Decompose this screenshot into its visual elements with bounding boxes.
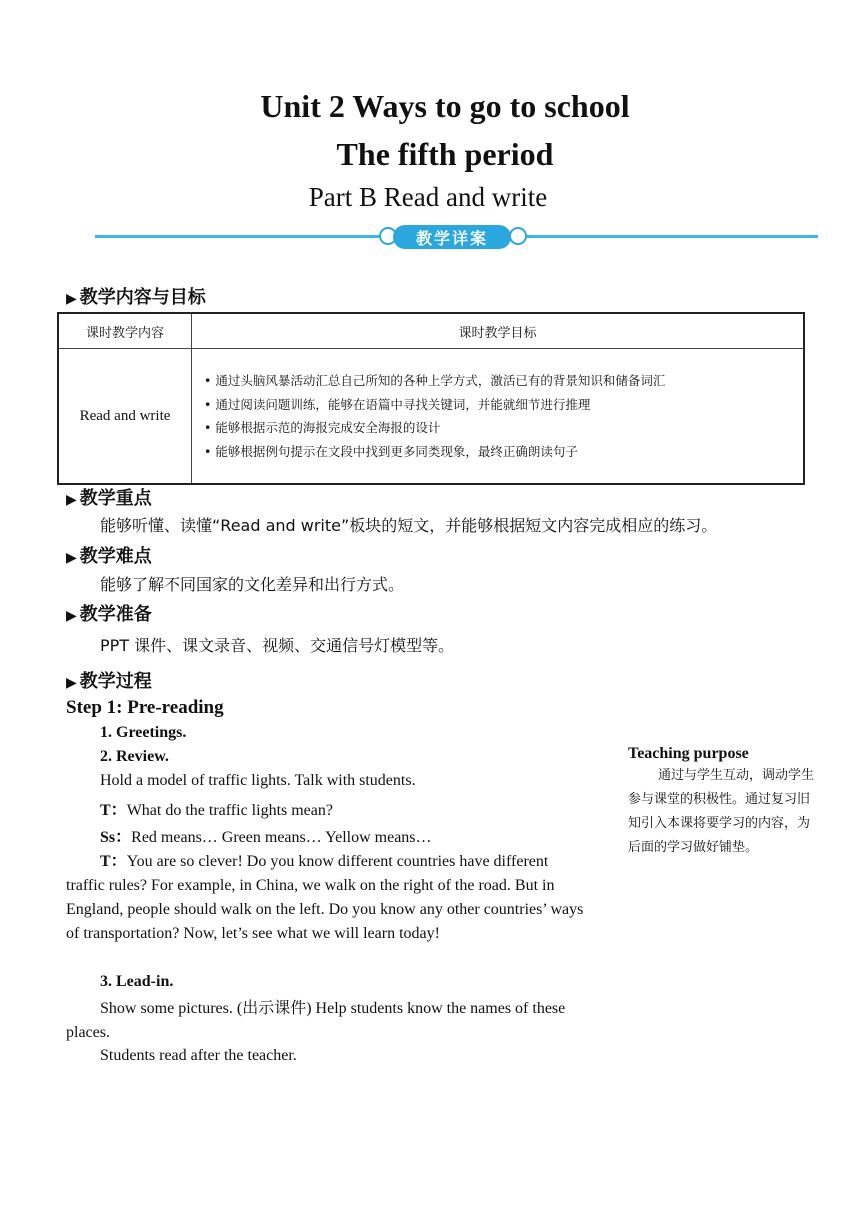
preparation-text: PPT 课件、课文录音、视频、交通信号灯模型等。 <box>100 636 455 655</box>
table-header-content: 课时教学内容 <box>58 313 192 349</box>
step1-title: Step 1: Pre-reading <box>66 697 224 718</box>
section-marker-icon: ▶ <box>66 291 77 307</box>
section-marker-icon: ▶ <box>66 550 77 566</box>
difficulties-text: 能够了解不同国家的文化差异和出行方式。 <box>100 575 405 594</box>
key-points-text: 能够听懂、读懂“Read and write”板块的短文，并能够根据短文内容完成相应的练习。 <box>100 516 718 535</box>
dialog-teacher-2: T：You are so clever! Do you know different countries have different traffic rules? For example, in China, we walk on the right of the road. But in England, people should walk on the left. Do you know any other countries’ ways of transportation? Now, let’s see what we will learn today! <box>66 853 584 942</box>
goal-item: • 通过阅读问题训练，能够在语篇中寻找关键词，并能就细节进行推理 <box>204 396 591 412</box>
teaching-purpose-text: 通过与学生互动，调动学生参与课堂的积极性。通过复习旧知引入本课将要学习的内容，为后面的学习做好铺垫。 <box>628 768 815 855</box>
section-process: ▶ 教学过程 <box>66 671 152 692</box>
banner-label: 教学详案 <box>393 225 511 249</box>
step1-leadin: 3. Lead-in. <box>100 973 174 990</box>
goal-item: • 能够根据例句提示在文段中找到更多同类现象，最终正确朗读句子 <box>204 443 578 459</box>
section-marker-icon: ▶ <box>66 608 77 624</box>
dialog-teacher-1: T：What do the traffic lights mean? <box>100 802 333 819</box>
goal-item: • 通过头脑风暴活动汇总自己所知的各种上学方式，激活已有的背景知识和储备词汇 <box>204 373 666 388</box>
section-key-points: ▶ 教学重点 <box>66 488 152 509</box>
dialog-students: Ss：Red means… Green means… Yellow means… <box>100 829 432 846</box>
step1-hold: Hold a model of traffic lights. Talk with students. <box>100 772 416 789</box>
goals-table <box>57 312 805 485</box>
section-content-goals: ▶ 教学内容与目标 <box>66 287 206 308</box>
table-header-goals: 课时教学目标 <box>192 313 805 349</box>
section-marker-icon: ▶ <box>66 492 77 508</box>
step1-read: Students read after the teacher. <box>100 1047 297 1064</box>
step1-show: Show some pictures. (出示课件) Help students know the names of these places. <box>66 1000 566 1041</box>
teaching-purpose-title: Teaching purpose <box>628 745 749 762</box>
step1-greetings: 1. Greetings. <box>100 724 187 741</box>
section-difficulties: ▶ 教学难点 <box>66 546 152 567</box>
goal-item: • 能够根据示范的海报完成安全海报的设计 <box>204 420 441 435</box>
part-subtitle: Part B Read and write <box>308 182 548 212</box>
section-preparation: ▶ 教学准备 <box>66 604 152 625</box>
table-cell-content: Read and write <box>58 349 192 485</box>
table-cell-goals <box>192 349 805 485</box>
period-title: The fifth period <box>336 136 554 172</box>
step1-review: 2. Review. <box>100 748 169 765</box>
section-marker-icon: ▶ <box>66 675 77 691</box>
section-banner <box>95 224 818 250</box>
document-title: Unit 2 Ways to go to school <box>260 88 630 124</box>
